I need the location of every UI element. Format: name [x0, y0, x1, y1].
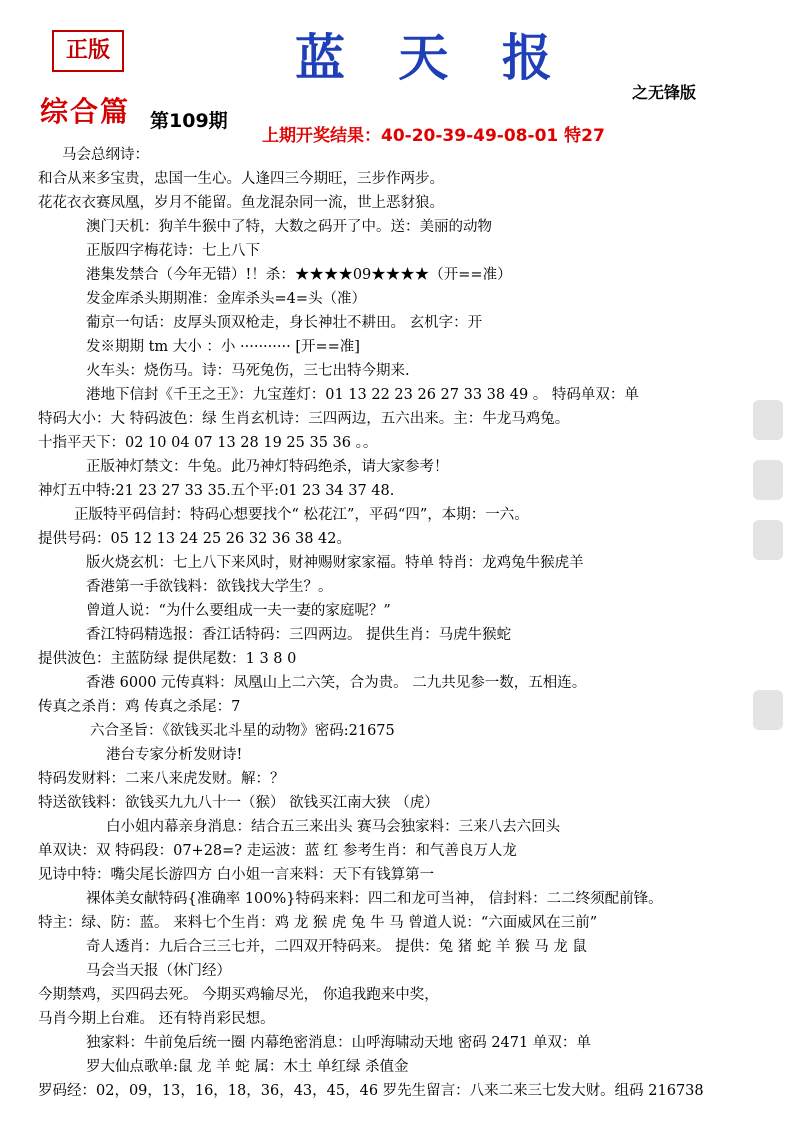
- newspaper-masthead: 蓝 天 报: [295, 28, 570, 87]
- text-line: 提供波色：主蓝防绿 提供尾数：1 3 8 0: [38, 651, 297, 667]
- text-line: 十指平天下：02 10 04 07 13 28 19 25 35 36 。。: [38, 435, 378, 451]
- text-line: 神灯五中特:21 23 27 33 35.五个平:01 23 34 37 48.: [38, 483, 395, 499]
- last-draw-result: 上期开奖结果：40-20-39-49-08-01 特27: [262, 126, 605, 146]
- text-line: 正版神灯禁文：牛兔。此乃神灯特码绝杀，请大家参考！: [86, 459, 449, 475]
- text-line: 裸体美女献特码{准确率 100%}特码来料：四二和龙可当神， 信封料：二二终须配前锋。: [86, 891, 663, 907]
- text-line: 香江特码精选报：香江话特码：三四两边。 提供生肖：马虎牛猴蛇: [86, 627, 512, 643]
- text-line: 版火烧玄机：七上八下来风时，财神赐财家家福。特单 特肖：龙鸡兔牛猴虎羊: [86, 555, 584, 571]
- text-line: 港集发禁合（今年无错）!！杀：★★★★09★★★★（开==准）: [86, 267, 512, 283]
- article-body: [38, 143, 778, 1103]
- text-line: 发金库杀头期期准：金库杀头=4=头（准）: [86, 291, 367, 307]
- text-line: 香港第一手欲钱料：欲钱找大学生？。: [86, 579, 333, 595]
- text-line: 今期禁鸡，买四码去死。 今期买鸡输尽光， 你追我跑来中奖，: [38, 987, 439, 1003]
- text-line: 马会当天报（休门经）: [86, 963, 231, 979]
- text-line: 澳门天机：狗羊牛猴中了特，大数之码开了中。送：美丽的动物: [86, 219, 492, 235]
- text-line: 马会总纲诗：: [62, 147, 149, 163]
- text-line: 特码发财料：二来八来虎发财。解：？: [38, 771, 285, 787]
- text-line: 发※期期 tm 大小 ：小 ··········· [开==准]: [86, 339, 360, 355]
- text-line: 香港 6000 元传真料：凤凰山上二六笑，合为贵。 二九共见参一数，五相连。: [86, 675, 587, 691]
- text-line: 港地下信封《千王之王》：九宝莲灯：01 13 22 23 26 27 33 38 49 。 特码单双：单: [86, 387, 639, 403]
- text-line: 六合圣旨：《欲钱买北斗星的动物》密码:21675: [90, 723, 395, 739]
- text-line: 正版特平码信封：特码心想要找个“ 松花江”，平码“四”，本期：一六。: [74, 507, 529, 523]
- text-line: 传真之杀肖：鸡 传真之杀尾：7: [38, 699, 241, 715]
- text-line: 正版四字梅花诗：七上八下: [86, 243, 260, 259]
- text-line: 特送欲钱料：欲钱买九九八十一（猴） 欲钱买江南大狭 （虎）: [38, 795, 439, 811]
- text-line: 独家料：牛前兔后统一圈 内幕绝密消息：山呼海啸动天地 密码 2471 单双：单: [86, 1035, 591, 1051]
- text-line: 奇人透肖：九后合三三七并，二四双开特码来。 提供：兔 猪 蛇 羊 猴 马 龙 鼠: [86, 939, 587, 955]
- text-line: 单双诀：双 特码段：07+28=? 走运波：蓝 红 参考生肖：和气善良万人龙: [38, 843, 517, 859]
- text-line: 港台专家分析发财诗!: [106, 747, 243, 763]
- text-line: 罗大仙点歌单:鼠 龙 羊 蛇 属：木土 单红绿 杀值金: [86, 1059, 409, 1075]
- section-title: 综合篇: [40, 95, 131, 128]
- text-line: 火车头：烧伤马。诗：马死兔伤，三七出特今期来.: [86, 363, 410, 379]
- text-line: 和合从来多宝贵，忠国一生心。人逢四三今期旺，三步作两步。: [38, 171, 444, 187]
- genuine-edition-stamp: 正版: [52, 30, 124, 72]
- text-line: 白小姐内幕亲身消息：结合五三来出头 赛马会独家料：三来八去六回头: [106, 819, 561, 835]
- issue-number: 第109期: [150, 110, 228, 132]
- edition-label: 之无锋版: [632, 83, 697, 102]
- text-line: 曾道人说：“为什么要组成一夫一妻的家庭呢？”: [86, 603, 391, 619]
- text-line: 特码大小：大 特码波色：绿 生肖玄机诗：三四两边，五六出来。主：牛龙马鸡兔。: [38, 411, 570, 427]
- text-line: 葡京一句话：皮厚头顶双枪走，身长神壮不耕田。 玄机字：开: [86, 315, 483, 331]
- text-line: 提供号码：05 12 13 24 25 26 32 36 38 42。: [38, 531, 351, 547]
- text-line: 罗码经：02，09，13，16，18，36，43，45，46 罗先生留言：八来二来三七发大财。组码 216738: [38, 1083, 704, 1099]
- text-line: 花花衣衣赛凤凰，岁月不能留。鱼龙混杂同一流，世上恶豺狼。: [38, 195, 444, 211]
- text-line: 特主：绿、防：蓝。 来料七个生肖：鸡 龙 猴 虎 兔 牛 马 曾道人说：“六面威风在三前”: [38, 915, 598, 931]
- text-line: 马肖今期上台难。 还有特肖彩民想。: [38, 1011, 275, 1027]
- text-line: 见诗中特：嘴尖尾长游四方 白小姐一言来料：天下有钱算第一: [38, 867, 435, 883]
